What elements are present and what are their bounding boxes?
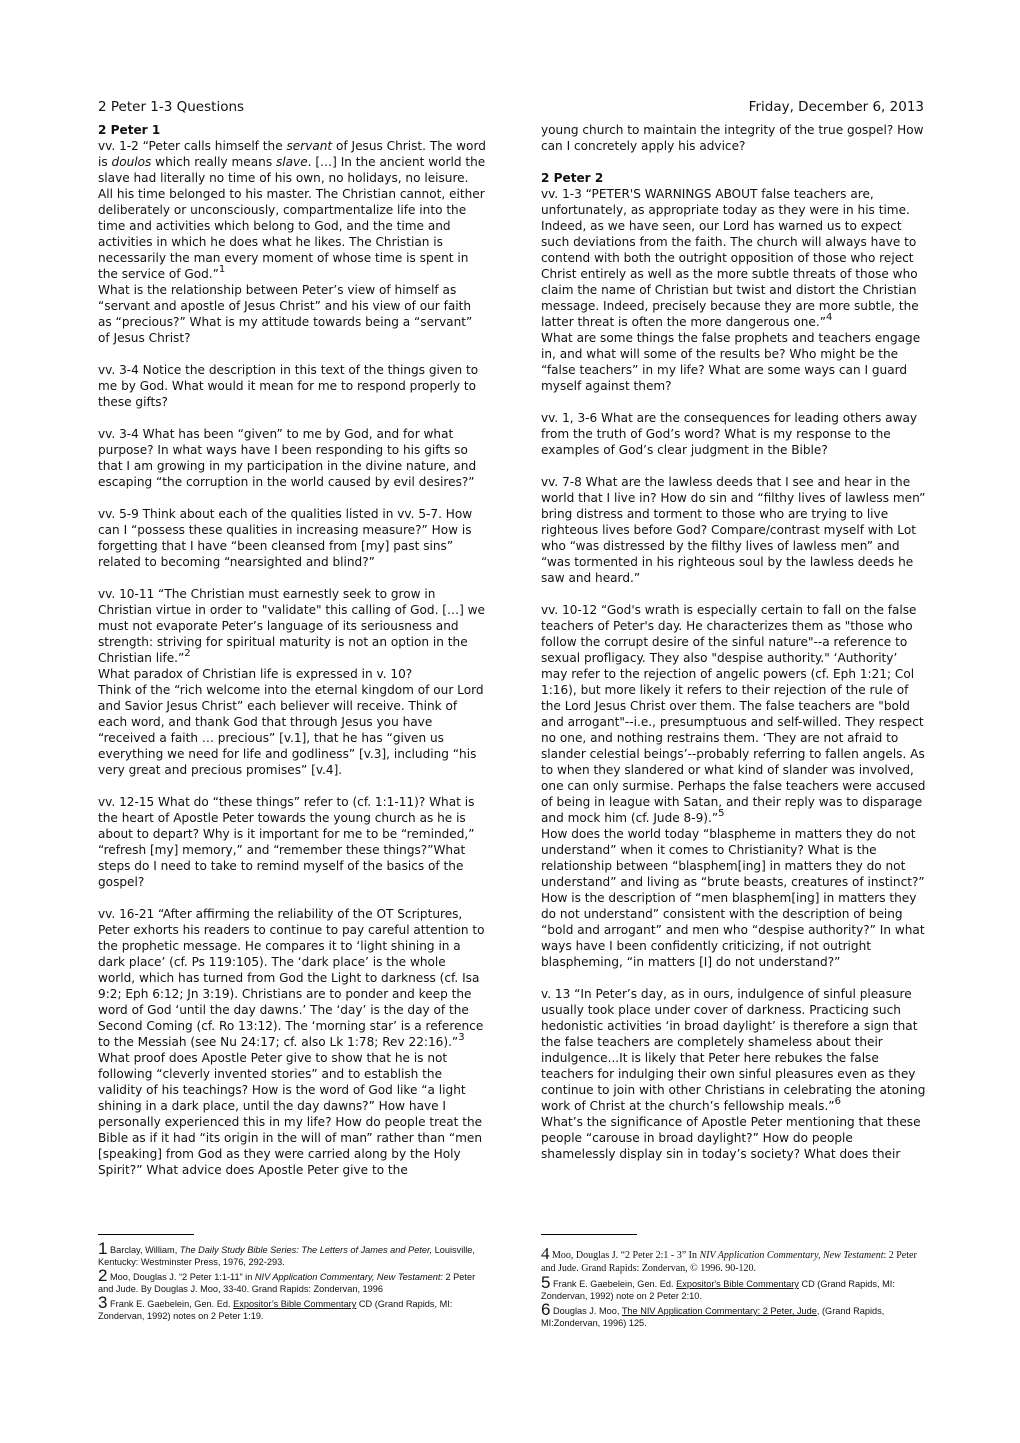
text: vv. 1-3 “PETER'S WARNINGS ABOUT false teachers are, unfortunately, as appropriate today as they were in his time. Indeed, as we have seen, our Lord has warned us to expect such deviations from the faith. The church will always have to contend with both the outright opposition of those who reject Christ entirely as well as the more subtle threats of those who claim the name of Christian but twist and distort the Christian message. Indeed, precisely because they are more subtle, the latter threat is often the more dangerous one.” xyxy=(541,187,919,329)
footnote-ref: 3 xyxy=(458,1032,465,1043)
question: How does the world today “blaspheme in matters they do not understand” when it comes to Christianity? What is the relationship between “blasphem[ing] in matters they do not understand” and living as “brute beasts, creatures of instinct?” How is the description of “men blasphem[ing] in matters they do not understand” consistent with the description of being “bold and arrogant” and men who “despise authority?” In what ways have I been confidently criticizing, if not outright blaspheming, “in matters [I] do not understand?” xyxy=(541,827,925,969)
underlined-title: Expositor’s Bible Commentary xyxy=(233,1299,357,1309)
footnote-number: 3 xyxy=(98,1293,108,1312)
text: , (Grand Rapids, MI:Zondervan, 1996) 125. xyxy=(541,1306,885,1328)
chapter-heading: 2 Peter 1 xyxy=(98,123,161,137)
footnote xyxy=(541,1273,927,1302)
footnote-number: 1 xyxy=(98,1239,108,1258)
question: What are some things the false prophets and teachers engage in, and what will some of the results be? Who might be the “false teachers” in my life? What are some ways can I guard myself against them? xyxy=(541,331,921,393)
footnote-ref: 1 xyxy=(218,264,226,275)
text: v. 13 “In Peter’s day, as in ours, indulgence of sinful pleasure usually took place under cover of darkness. Practicing such hedonistic activities ‘in broad daylight’ is therefore a sign that the false teachers are completely shameless about their indulgence...It is likely that Peter here rebukes the false teachers for indulging their own sinful pleasures even as they continue to join with other Christians in celebrating the atoning work of Christ at the church’s fellowship meals.” xyxy=(541,987,926,1113)
paragraph xyxy=(98,906,486,1050)
text: . […] In the ancient world the slave had literally no time of his own, no holidays, no leisure. All his time belonged to his master. The Christian cannot, either deliberately or unconsciously, compartmentalize life into the time and activities which belong to God, and the time and activities in which he does what he likes. The Christian is necessarily the man every moment of whose time is spent in the service of God.” xyxy=(98,155,486,281)
footnote xyxy=(541,1300,927,1329)
footnote-ref: 4 xyxy=(825,312,833,323)
paragraph: Think of the “rich welcome into the eternal kingdom of our Lord and Savior Jesus Christ” each believer will receive. Think of each word, and thank God that through Jesus you have “received a faith … precious” [v.1], that he has “given us everything we need for life and godliness” [v.3], including “his very great and precious promises” [v.4]. xyxy=(98,683,484,777)
document-date: Friday, December 6, 2013 xyxy=(748,99,924,115)
text: : 2 Peter and Jude. Grand Rapids: Zondervan, © 1996. 90-120. xyxy=(541,1250,917,1274)
paragraph: vv. 7-8 What are the lawless deeds that I see and hear in the world that I live in? How do sin and “filthy lives of lawless men” bring distress and torment to those who are trying to live righteous lives before God? Compare/contrast myself with Lot who “was distressed by the filthy lives of lawless men” and “was tormented in his righteous soul by the lawless deeds he saw and heard.” xyxy=(541,475,926,585)
emphasis: doulos xyxy=(111,155,152,169)
footnotes-left xyxy=(98,1234,482,1324)
footnote-ref: 5 xyxy=(718,808,725,819)
text: 2 Peter and Jude. By Douglas J. Moo, 33-40. Grand Rapids: Zondervan, 1996 xyxy=(98,1272,476,1294)
paragraph: vv. 3-4 What has been “given” to me by God, and for what purpose? In what ways have I been responding to his gifts so that I am growing in my participation in the divine nature, and escaping “the corruption in the world caused by evil desires?” xyxy=(98,427,477,489)
paragraph xyxy=(541,986,927,1114)
paragraph xyxy=(98,138,486,282)
question: What’s the significance of Apostle Peter mentioning that these people “carouse in broad daylight?” How do people shamelessly display sin in today’s society? What does their xyxy=(541,1115,921,1161)
text: Moo, Douglas J. “2 Peter 1:1-11” in xyxy=(110,1272,255,1282)
left-column xyxy=(98,122,486,1178)
paragraph xyxy=(98,586,486,666)
text: vv. 16-21 “After affirming the reliability of the OT Scriptures, Peter exhorts his readers to continue to pay careful attention to the prophetic message. He compares it to ‘light shining in a dark place’ (cf. Ps 119:105). The ‘dark place’ is the whole world, which has turned from God the Light to darkness (cf. Isa 9:2; Eph 6:12; Jn 3:19). Christians are to ponder and keep the word of God ‘until the day dawns.’ The ‘day’ is the day of the Second Coming (cf. Ro 13:12). The ‘morning star’ is a reference to the Messiah (see Nu 24:17; cf. also Lk 1:78; Rev 22:16).” xyxy=(98,907,485,1049)
paragraph xyxy=(541,186,927,330)
text: which really means xyxy=(151,155,276,169)
text: Douglas J. Moo, xyxy=(553,1306,622,1316)
footnote xyxy=(98,1293,482,1322)
footnote-number: 5 xyxy=(541,1273,551,1292)
paragraph: vv. 1, 3-6 What are the consequences for leading others away from the truth of God’s word? What is my response to the examples of God’s clear judgment in the Bible? xyxy=(541,411,918,457)
question: What is the relationship between Peter’s view of himself as “servant and apostle of Jesus Christ” and his view of our faith as “precious?” What is my attitude towards being a “servant” of Jesus Christ? xyxy=(98,283,473,345)
footnote-divider xyxy=(98,1234,194,1235)
text: vv. 10-12 “God's wrath is especially certain to fall on the false teachers of Peter's day. He characterizes them as "those who follow the corrupt desire of the sinful nature"--a reference to sexual profligacy. They also "despise authority." ‘Authority’ may refer to the rejection of angelic powers (cf. Eph 1:21; Col 1:16), but more likely it refers to their rejection of the rule of the Lord Jesus Christ over them. The false teachers are "bold and arrogant"--i.e., presumptuous and self-willed. They respect no one, and nothing restrains them. ‘They are not afraid to slander celestial beings’--probably referring to fallen angels. As to when they slandered or what kind of slander was involved, one can only surmise. Perhaps the false teachers were accused of being in league with Satan, and their reply was to disparage and mock him (cf. Jude 8-9).” xyxy=(541,603,926,825)
emphasis: NIV Application Commentary, New Testament: xyxy=(254,1272,443,1282)
paragraph: young church to maintain the integrity of the true gospel? How can I concretely apply his advice? xyxy=(541,123,924,153)
footnote-ref: 2 xyxy=(184,648,191,659)
emphasis: slave xyxy=(275,155,308,169)
question: What proof does Apostle Peter give to show that he is not following “cleverly invented stories” and to establish the validity of his teachings? How is the word of God like “a light shining in a dark place, until the day dawns?” How have I personally experienced this in my life? How do people treat the Bible as if it had “its origin in the will of man” rather than “men [speaking] from God as they were carried along by the Holy Spirit?” What advice does Apostle Peter give to the xyxy=(98,1051,483,1177)
paragraph xyxy=(541,602,927,826)
emphasis: servant xyxy=(286,139,333,153)
footnotes-right xyxy=(541,1234,927,1331)
text: Barclay, William, xyxy=(110,1245,180,1255)
footnote-number: 4 xyxy=(541,1244,550,1263)
question: What paradox of Christian life is expressed in v. 10? xyxy=(98,667,413,681)
footnote-number: 2 xyxy=(98,1266,108,1285)
text: of Jesus Christ. The word is xyxy=(98,139,486,169)
footnote-ref: 6 xyxy=(834,1096,841,1107)
text: Louisville, Kentucky: Westminster Press, 1976, 292-293. xyxy=(98,1245,475,1267)
right-column xyxy=(541,122,927,1162)
underlined-title: The NIV Application Commentary: 2 Peter, Jude xyxy=(621,1306,817,1316)
paragraph: vv. 12-15 What do “these things” refer to (cf. 1:1-11)? What is the heart of Apostle Peter towards the young church as he is about to depart? Why is it important for me to be “reminded,” “refresh [my] memory,” and “remember these things?”What steps do I need to take to remind myself of the basics of the gospel? xyxy=(98,795,475,889)
text: Frank E. Gaebelein, Gen. Ed. xyxy=(110,1299,234,1309)
footnote-number: 6 xyxy=(541,1300,551,1319)
footnote-divider xyxy=(541,1234,637,1235)
chapter-heading: 2 Peter 2 xyxy=(541,171,604,185)
footnote xyxy=(98,1266,482,1295)
emphasis: NIV Application Commentary, New Testament xyxy=(699,1250,884,1261)
text: CD (Grand Rapids, MI: Zondervan, 1992) notes on 2 Peter 1:19. xyxy=(98,1299,453,1321)
paragraph: vv. 3-4 Notice the description in this text of the things given to me by God. What would it mean for me to respond properly to these gifts? xyxy=(98,363,479,409)
underlined-title: Expositor's Bible Commentary xyxy=(676,1279,799,1289)
footnote xyxy=(98,1239,482,1268)
text: vv. 1-2 “Peter calls himself the xyxy=(98,139,287,153)
document-title: 2 Peter 1-3 Questions xyxy=(98,99,245,115)
emphasis: The Daily Study Bible Series: The Letters of James and Peter, xyxy=(179,1245,433,1255)
page-header xyxy=(98,99,924,117)
text: Frank E. Gaebelein, Gen. Ed. xyxy=(553,1279,677,1289)
text: Moo, Douglas J. “2 Peter 2:1 - 3” In xyxy=(552,1250,700,1261)
text: vv. 10-11 “The Christian must earnestly seek to grow in Christian virtue in order to "validate" this calling of God. […] we must not evaporate Peter’s language of its seriousness and strength: striving for spiritual maturity is not an option in the Christian life.” xyxy=(98,587,485,665)
footnote xyxy=(541,1244,927,1275)
paragraph: vv. 5-9 Think about each of the qualities listed in vv. 5-7. How can I “possess these qualities in increasing measure?” How is forgetting that I have “been cleansed from [my] past sins” related to becoming “nearsighted and blind?” xyxy=(98,507,473,569)
text: CD (Grand Rapids, MI: Zondervan, 1992) note on 2 Peter 2:10. xyxy=(541,1279,895,1301)
